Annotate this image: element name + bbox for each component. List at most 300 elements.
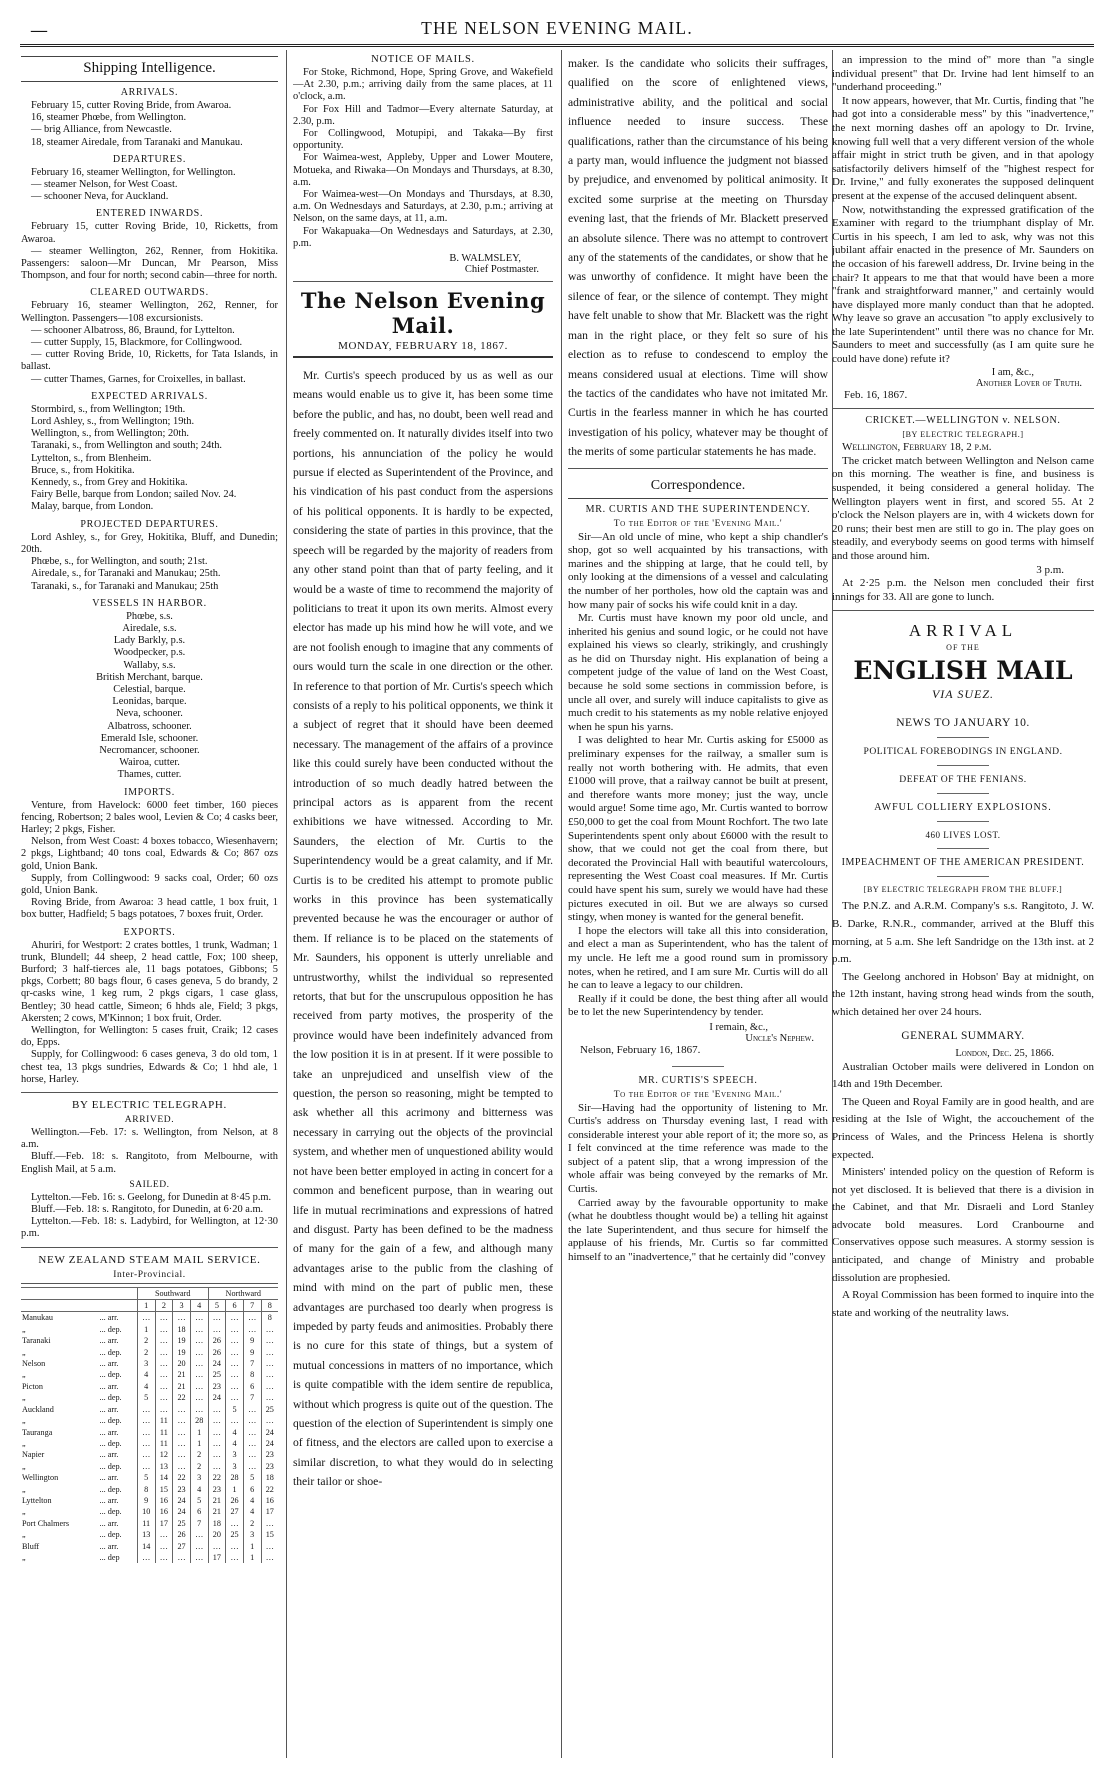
paragraph: Albatross, schooner. — [107, 720, 192, 732]
timetable-place: Tauranga — [22, 1427, 53, 1437]
timetable-cell: 17 — [208, 1552, 226, 1563]
timetable-arr-dep: ... dep. — [99, 1324, 122, 1334]
timetable-cell: 22 — [261, 1484, 278, 1495]
timetable-cell: … — [190, 1369, 208, 1380]
timetable-cell: … — [261, 1415, 278, 1426]
timetable-cell: … — [173, 1404, 191, 1415]
projected-heading: PROJECTED DEPARTURES. — [80, 518, 219, 530]
timetable-cell: … — [190, 1335, 208, 1346]
paragraph: Phœbe, s.s. — [126, 610, 173, 622]
timetable-cell: 2 — [190, 1449, 208, 1460]
table-row — [21, 1347, 278, 1358]
table-row — [21, 1335, 278, 1346]
letter1-date: Nelson, February 16, 1867. — [580, 1043, 701, 1056]
timetable-cell: … — [137, 1461, 155, 1472]
paragraph: Wellington, s., from Wellington; 20th. — [31, 428, 190, 440]
letter2-addressee: To the Editor of the 'Evening Mail.' — [613, 1089, 783, 1100]
paragraph: an impression to the mind of" more than "a single individual present" that Dr. Irvine had lent himself to an "underhand proceeding." — [832, 54, 1094, 94]
paragraph: Mr. Curtis must have known my poor old uncle, and inherited his genius and sound logic, or he could not have explained his views so clearly, strikingly, and crushingly as he did on Thursday night. His explanation of being a competent judge of the value of land on the West Coast, because he sold some sections in commission before, is uncle all over, and surely will induce capitalists to give as much credit to his statements as my noble relative enjoyed when he spun his yarns. — [568, 612, 828, 733]
timetable-cell: … — [137, 1552, 155, 1563]
arrivals-list — [21, 100, 278, 149]
paragraph: For Collingwood, Motupipi, and Takaka—By first opportunity. — [293, 128, 553, 152]
timetable-cell: … — [243, 1404, 261, 1415]
paragraph: Wellington.—Feb. 17: s. Wellington, from Nelson, at 8 a.m. — [21, 1127, 278, 1151]
timetable-arr-dep: ... arr. — [99, 1427, 119, 1437]
cricket-paragraph: Wellington, February 18, 2 p.m. — [842, 441, 992, 454]
timetable-cell: 6 — [190, 1506, 208, 1517]
paragraph: Taranaki, s., for Taranaki and Manukau; 25th — [31, 580, 219, 592]
timetable-cell: 5 — [226, 1404, 244, 1415]
paragraph: February 16, steamer Wellington, 262, Renner, for Wellington. Passengers—108 excursionists. — [21, 300, 278, 324]
telegraph-heading: BY ELECTRIC TELEGRAPH. — [71, 1099, 228, 1112]
headline-political: POLITICAL FOREBODINGS IN ENGLAND. — [863, 746, 1063, 758]
timetable-col-header: 3 — [173, 1300, 191, 1312]
steam-mail-subheading: Inter-Provincial. — [113, 1269, 186, 1280]
timetable-cell: 26 — [208, 1335, 226, 1346]
timetable-cell: … — [208, 1449, 226, 1460]
timetable-cell: … — [173, 1449, 191, 1460]
paragraph: — cutter Supply, 15, Blackmore, for Collingwood. — [31, 337, 243, 349]
cleared-list — [21, 300, 278, 385]
timetable-cell: 1 — [137, 1324, 155, 1335]
exports-list — [21, 940, 278, 1086]
timetable-cell: … — [261, 1552, 278, 1563]
timetable-arr-dep: ... arr. — [99, 1450, 119, 1460]
paragraph: Lyttelton.—Feb. 16: s. Geelong, for Dunedin at 8·45 p.m. — [31, 1191, 272, 1203]
timetable-cell: 18 — [208, 1518, 226, 1529]
timetable-cell: 8 — [243, 1369, 261, 1380]
paragraph: Kennedy, s., from Grey and Hokitika. — [31, 477, 188, 489]
timetable-cell: … — [261, 1369, 278, 1380]
paragraph: The Geelong anchored in Hobson' Bay at midnight, on the 12th instant, having strong head winds from the south, which detained her over 24 hours. — [832, 970, 1094, 1018]
paragraph: 18, steamer Airedale, from Taranaki and Manukau. — [31, 136, 243, 148]
timetable-cell: … — [190, 1541, 208, 1552]
timetable-place: „ — [22, 1416, 26, 1426]
timetable-cell: … — [155, 1529, 173, 1540]
timetable-cell: … — [173, 1427, 191, 1438]
timetable-cell: … — [155, 1541, 173, 1552]
table-row — [21, 1369, 278, 1380]
timetable-cell: 1 — [190, 1438, 208, 1449]
timetable-cell: … — [226, 1324, 244, 1335]
via-suez-heading: VIA SUEZ. — [931, 687, 995, 702]
timetable-place: „ — [22, 1530, 26, 1540]
timetable-place: Nelson — [22, 1359, 46, 1369]
timetable-cell: … — [190, 1347, 208, 1358]
timetable-cell: … — [226, 1381, 244, 1392]
timetable-cell: … — [261, 1541, 278, 1552]
paragraph: Wairoa, cutter. — [119, 757, 180, 769]
timetable-cell: 3 — [226, 1461, 244, 1472]
timetable-cell: … — [226, 1369, 244, 1380]
column-news — [832, 54, 1094, 1764]
timetable-cell: 19 — [173, 1335, 191, 1346]
section-rule — [21, 1247, 278, 1248]
paragraph: Necromancer, schooner. — [99, 744, 200, 756]
timetable-cell: 23 — [173, 1484, 191, 1495]
timetable-place: Auckland — [22, 1404, 54, 1414]
timetable-cell: … — [261, 1347, 278, 1358]
timetable-place: „ — [22, 1461, 26, 1471]
shipping-heading: Shipping Intelligence. — [21, 56, 278, 82]
short-rule — [937, 876, 989, 877]
timetable-cell: … — [137, 1404, 155, 1415]
english-mail-heading: ENGLISH MAIL — [853, 656, 1073, 686]
timetable-cell: 4 — [226, 1427, 244, 1438]
paragraph: Nelson, from West Coast: 4 boxes tobacco, Wiesenhavern; 2 pkgs, Lightband; 40 tons coal, Edwards & Co; 867 ozs gold, Union Bank. — [21, 836, 278, 872]
general-summary-dateline: London, Dec. 25, 1866. — [955, 1047, 1054, 1059]
timetable-northward-header: Northward — [208, 1287, 278, 1299]
timetable-cell: 23 — [261, 1461, 278, 1472]
entered-list — [21, 221, 278, 282]
table-row — [21, 1324, 278, 1335]
timetable-cell: … — [155, 1404, 173, 1415]
timetable-arr-dep: ... dep. — [99, 1461, 122, 1471]
table-row — [21, 1506, 278, 1517]
paragraph: Emerald Isle, schooner. — [100, 732, 199, 744]
timetable-cell: 11 — [155, 1427, 173, 1438]
letter1-addressee: To the Editor of the 'Evening Mail.' — [613, 518, 783, 529]
timetable-cell: 9 — [243, 1347, 261, 1358]
headline-fenians: DEFEAT OF THE FENIANS. — [899, 774, 1027, 786]
timetable-cell: 3 — [190, 1472, 208, 1483]
timetable-arr-dep: ... arr. — [99, 1404, 119, 1414]
masthead — [20, 14, 1094, 44]
cricket-paragraph: 3 p.m. — [1036, 563, 1064, 576]
timetable-cell: … — [261, 1358, 278, 1369]
timetable-arr-dep: ... dep. — [99, 1416, 122, 1426]
section-rule — [832, 610, 1094, 611]
exports-heading: EXPORTS. — [123, 926, 176, 938]
timetable-cell: 27 — [226, 1506, 244, 1517]
paragraph: For Waimea-west, Appleby, Upper and Lower Moutere, Motueka, and Riwaka—On Mondays and Thursdays, at 8.30, a.m. — [293, 152, 553, 188]
section-rule — [21, 1283, 278, 1284]
timetable-cell: … — [137, 1312, 155, 1324]
timetable-cell: 2 — [190, 1461, 208, 1472]
letter1-closing: I remain, &c., — [709, 1021, 768, 1033]
paragraph: Now, notwithstanding the expressed gratification of the Examiner with regard to the triumphant display of Mr. Curtis in his speech, I am led to ask, why was not this jubilant affair enacted in the presence of Mr. Saunders on the occasion of his farewell address, Dr. Irvine being in the chair? It appears to me that that would have been a more "frank and straightforward manner," and certainly would have displayed more manly conduct than that he adopted. Why leave so grave an accusation "to apply exclusively to the late Superintendent" until there was no chance for Mr. Saunders to meet and successfully (as I am quite sure he could have done) refute it? — [832, 203, 1094, 366]
timetable-place: Wellington — [22, 1473, 59, 1483]
timetable-cell: 25 — [261, 1404, 278, 1415]
timetable-place: „ — [22, 1484, 26, 1494]
table-row — [21, 1427, 278, 1438]
timetable-cell: … — [226, 1392, 244, 1403]
timetable-cell: … — [226, 1541, 244, 1552]
paragraph: — schooner Neva, for Auckland. — [31, 191, 169, 203]
timetable-place: „ — [22, 1347, 26, 1357]
table-row — [21, 1484, 278, 1495]
letter2-date: Feb. 16, 1867. — [844, 388, 908, 401]
tel-arrived-list — [21, 1127, 278, 1176]
issue-dateline: MONDAY, FEBRUARY 18, 1867. — [338, 340, 508, 353]
paragraph: Lord Ashley, s., from Wellington; 19th. — [31, 416, 195, 428]
timetable-cell: 1 — [226, 1484, 244, 1495]
paragraph: February 16, steamer Wellington, for Wellington. — [31, 166, 236, 178]
timetable-cell: 21 — [208, 1506, 226, 1517]
timetable-place: Bluff — [22, 1541, 40, 1551]
timetable-cell: 8 — [261, 1312, 278, 1324]
notice-signature-title: Chief Postmaster. — [464, 264, 539, 276]
notice-of-mails-heading: NOTICE OF MAILS. — [371, 54, 475, 65]
timetable-cell: … — [137, 1427, 155, 1438]
paragraph: Thames, cutter. — [117, 769, 182, 781]
timetable-cell: 28 — [190, 1415, 208, 1426]
timetable-cell: 26 — [173, 1529, 191, 1540]
paragraph: The Queen and Royal Family are in good health, and are residing at the Isle of Wight, the accouchement of the Princess of Wales, and the Princess Helena is shortly expected. — [832, 1095, 1094, 1161]
timetable-cell: 1 — [243, 1541, 261, 1552]
headline-colliery: AWFUL COLLIERY EXPLOSIONS. — [874, 802, 1052, 814]
paragraph: Australian October mails were delivered in London on 14th and 19th December. — [832, 1060, 1094, 1091]
timetable-place: Lyttelton — [22, 1495, 52, 1505]
timetable-place: „ — [22, 1438, 26, 1448]
timetable-cell: 4 — [137, 1381, 155, 1392]
table-row — [21, 1392, 278, 1403]
paragraph: It now appears, however, that Mr. Curtis, finding that "he had got into a considerable mess" by this "inadvertence," the next morning dashes off an apology to Dr. Irvine, knowing full well that a very different version of the whole affair might in strict truth be given, and in that apology satisfactorily delivers himself of the "highest respect for Dr. Irvine," and fully exonerates the supposed delinquent present at the expense of the accused delinquent absent. — [832, 94, 1094, 202]
timetable-cell: … — [190, 1552, 208, 1563]
timetable-cell: 14 — [155, 1472, 173, 1483]
timetable-cell: … — [208, 1324, 226, 1335]
timetable-cell: … — [261, 1335, 278, 1346]
paragraph: British Merchant, barque. — [96, 671, 203, 683]
paragraph: Bluff.—Feb. 18: s. Rangitoto, for Dunedin, at 6·20 a.m. — [31, 1204, 264, 1216]
timetable-cell: 6 — [243, 1381, 261, 1392]
timetable-cell: 4 — [243, 1495, 261, 1506]
arrival-report — [832, 898, 1094, 1021]
headline-impeachment: IMPEACHMENT OF THE AMERICAN PRESIDENT. — [841, 857, 1085, 869]
timetable-cell: 4 — [226, 1438, 244, 1449]
timetable-cell: … — [155, 1552, 173, 1563]
tel-arrived-heading: ARRIVED. — [124, 1115, 175, 1126]
paragraph: Ministers' intended policy on the question of Reform is not yet disclosed. It is believed that there is a division in the Cabinet, and that Mr. Disraeli and Lord Stanley advocate bold measures. Lord Cranbourne and Conservatives oppose such measures. A stormy session is anticipated, and change of Ministry and probable dissolution are prophesied. — [832, 1166, 1094, 1284]
paragraph: Celestial, barque. — [113, 683, 186, 695]
leader-continued-paragraph: maker. Is the candidate who solicits their suffrages, qualified on the score of enlightened views, administrative ability, and the political and social influence needed to insure success. These qualifications, rather than the circumstance of his being a party man, would influence the judgment not biassed by prejudice, and envenomed by political animosity. It excited some surprise at the meeting on Thursday evening last, that the friends of Mr. Blackett preserved an absolute silence. There was no attempt to controvert any of the statements of the candidates, or show that he was unworthy of confidence. It might have been the silence of fear, or the silence of contempt. They might have felt unable to show that Mr. Blackett was the right man in the right place, or they felt so sure of his election as to refuse to condescend to employ the means considered usual at elections. Time will show the tactics of the candidates who have not imitated Mr. Curtis in the fearless manner in which he has courted investigation of his policy, whatever may be thought of the merits of some particular statements he has made. — [568, 57, 828, 459]
bluff-telegraph-note: [BY ELECTRIC TELEGRAPH FROM THE BLUFF.] — [863, 885, 1063, 895]
projected-list — [21, 532, 278, 593]
timetable-cell: 24 — [208, 1358, 226, 1369]
imports-list — [21, 800, 278, 922]
paragraph: I was delighted to hear Mr. Curtis asking for £5000 as preliminary expenses for the railway, a smaller sum is really not worth bothering with. He admits, that even £1000 will prove, that a railway cannot be built at present, and therefore wants more money; just the way, uncle would argue! Some time ago, Mr. Curtis wanted to borrow £50,000 to get the coal from Mount Rochfort. The two late Superintendents spent only about £6000 with the result to show, that we could not get the coal from there, but decorated the Provincial Hall with beautiful watercolours, representing the West Coast coal measures. If Mr. Curtis could have spent his sum, surely we would have had these pictures executed in oil. But we are always so cursed stingy, when money is wanted for the general benefit. — [568, 734, 828, 924]
timetable-place: Napier — [22, 1450, 45, 1460]
timetable-cell: … — [190, 1529, 208, 1540]
timetable-arr-dep: ... dep. — [99, 1370, 122, 1380]
news-to-heading: NEWS TO JANUARY 10. — [896, 716, 1030, 730]
tel-sailed-list — [21, 1192, 278, 1241]
timetable-cell: 2 — [243, 1518, 261, 1529]
timetable-cell: 1 — [190, 1427, 208, 1438]
paragraph: Really if it could be done, the best thing after all would be to let the new Superintendency by tender. — [568, 992, 828, 1019]
timetable-cell: 15 — [261, 1529, 278, 1540]
correspondence-heading: Correspondence. — [568, 475, 828, 499]
timetable-cell: … — [190, 1381, 208, 1392]
timetable-cell: … — [261, 1518, 278, 1529]
vessels-list — [21, 611, 278, 782]
timetable-cell: … — [208, 1461, 226, 1472]
timetable-arr-dep: ... dep. — [99, 1530, 122, 1540]
timetable-arr-dep: ... arr. — [99, 1541, 119, 1551]
timetable-cell: … — [155, 1335, 173, 1346]
paragraph: Sir—An old uncle of mine, who kept a ship chandler's shop, got so well acquainted by his transactions, with marines and the shipping at large, that he could tell, by only looking at the dimensions of a vessel and calculating the number of her portholes, how old the captain was and how many pair of socks his wife could knit in a day. — [568, 530, 828, 611]
timetable-cell: 21 — [208, 1495, 226, 1506]
leading-article — [293, 366, 553, 1492]
tel-sailed-heading: SAILED. — [129, 1179, 170, 1190]
timetable-cell: … — [190, 1324, 208, 1335]
timetable-cell: 1 — [243, 1552, 261, 1563]
leading-article-continued — [568, 54, 828, 462]
timetable-arr-dep: ... arr. — [99, 1336, 119, 1346]
timetable-cell: 18 — [261, 1472, 278, 1483]
timetable-arr-dep: ... arr. — [99, 1313, 119, 1323]
timetable-cell: 24 — [261, 1427, 278, 1438]
general-summary-heading: GENERAL SUMMARY. — [901, 1029, 1025, 1042]
timetable-cell: 21 — [173, 1369, 191, 1380]
timetable-cell: 11 — [137, 1518, 155, 1529]
paragraph: Neva, schooner. — [116, 708, 183, 720]
timetable-cell: 20 — [173, 1358, 191, 1369]
headline-lives-lost: 460 LIVES LOST. — [925, 830, 1001, 841]
timetable-cell: … — [243, 1427, 261, 1438]
letter1-body — [568, 531, 828, 1020]
timetable-cell: … — [243, 1449, 261, 1460]
timetable-cell: … — [190, 1358, 208, 1369]
timetable-cell: 17 — [155, 1518, 173, 1529]
table-row — [21, 1529, 278, 1540]
timetable-cell: … — [226, 1358, 244, 1369]
arrival-heading: ARRIVAL — [908, 621, 1018, 641]
timetable-place: Manukau — [22, 1313, 53, 1323]
timetable-cell: 12 — [155, 1449, 173, 1460]
timetable-cell: 17 — [261, 1506, 278, 1517]
paragraph: I hope the electors will take all this into consideration, and elect a man as Superintendent, who has the talent of my uncle. He left me a good round sum in promissory notes, when he retired, and I am sure Mr. Curtis will do all he can to leave a legacy to our children. — [568, 924, 828, 992]
timetable-arr-dep: ... dep. — [99, 1507, 122, 1517]
timetable-arr-dep: ... dep. — [99, 1347, 122, 1357]
entered-heading: ENTERED INWARDS. — [95, 208, 204, 220]
timetable-cell: … — [226, 1415, 244, 1426]
timetable-arr-dep: ... arr. — [99, 1359, 119, 1369]
table-row — [21, 1472, 278, 1483]
timetable-cell: … — [243, 1438, 261, 1449]
timetable-cell: … — [208, 1541, 226, 1552]
timetable-cell: … — [261, 1324, 278, 1335]
table-row — [21, 1552, 278, 1563]
timetable-cell: 23 — [208, 1381, 226, 1392]
timetable-place: Taranaki — [22, 1336, 51, 1346]
timetable-cell: 19 — [173, 1347, 191, 1358]
paragraph: Carried away by the favourable opportunity to make (what he doubtless thought would be) a telling hit against the late Superintendent, and thus secure for himself the applause of his friends, Mr. Curtis so far committed himself to an "inadvertence," that he certainly did "convey — [568, 1196, 828, 1264]
timetable-cell: 15 — [155, 1484, 173, 1495]
cleared-heading: CLEARED OUTWARDS. — [90, 287, 209, 299]
timetable-cell: 26 — [208, 1347, 226, 1358]
paragraph: Woodpecker, p.s. — [113, 647, 186, 659]
section-rule — [832, 408, 1094, 409]
timetable-cell: … — [173, 1438, 191, 1449]
timetable-col-header: 7 — [243, 1300, 261, 1312]
timetable-arr-dep: ... arr. — [99, 1518, 119, 1528]
timetable-cell: 13 — [137, 1529, 155, 1540]
table-row — [21, 1415, 278, 1426]
timetable-cell: 3 — [137, 1358, 155, 1369]
short-rule — [937, 793, 989, 794]
timetable-place: „ — [22, 1370, 26, 1380]
departures-list — [21, 167, 278, 204]
timetable-arr-dep: ... arr. — [99, 1381, 119, 1391]
short-rule — [937, 737, 989, 738]
short-rule — [937, 821, 989, 822]
paragraph: 16, steamer Phœbe, from Wellington. — [31, 112, 187, 124]
column-editorial — [293, 54, 553, 1764]
timetable-cell: … — [155, 1312, 173, 1324]
paragraph: Fairy Belle, barque from London; sailed Nov. 24. — [31, 489, 237, 501]
column-correspondence — [568, 54, 828, 1764]
short-rule — [937, 765, 989, 766]
masthead-dash-decoration: — — [30, 20, 48, 41]
timetable-cell: 8 — [137, 1484, 155, 1495]
timetable-cell: … — [155, 1392, 173, 1403]
timetable-cell: 3 — [226, 1449, 244, 1460]
letter2-body — [568, 1102, 828, 1265]
timetable-cell: 5 — [190, 1495, 208, 1506]
masthead-rule — [20, 44, 1094, 47]
departures-heading: DEPARTURES. — [112, 153, 187, 165]
cricket-telegraph-note: [BY ELECTRIC TELEGRAPH.] — [902, 430, 1024, 440]
cricket-heading: CRICKET.—WELLINGTON v. NELSON. — [865, 415, 1061, 427]
timetable-cell: … — [226, 1518, 244, 1529]
table-row — [21, 1461, 278, 1472]
timetable-cell: … — [261, 1381, 278, 1392]
column-divider — [286, 50, 287, 1758]
timetable-cell: … — [243, 1324, 261, 1335]
letter2-signature: Another Lover of Truth. — [975, 377, 1082, 389]
timetable-col-header: 2 — [155, 1300, 173, 1312]
timetable-cell: 24 — [173, 1495, 191, 1506]
timetable-cell: 7 — [190, 1518, 208, 1529]
newspaper-title: THE NELSON EVENING MAIL. — [421, 18, 693, 38]
table-row — [21, 1495, 278, 1506]
column-shipping — [21, 54, 278, 1764]
timetable-cell: … — [137, 1415, 155, 1426]
vessels-heading: VESSELS IN HARBOR. — [92, 597, 207, 609]
paragraph: A Royal Commission has been formed to inquire into the state and working of the neutrality laws. — [832, 1289, 1094, 1319]
timetable-cell: … — [155, 1324, 173, 1335]
section-rule — [568, 468, 828, 469]
timetable-cell: 16 — [261, 1495, 278, 1506]
timetable-corner — [21, 1300, 137, 1312]
general-summary-body — [832, 1059, 1094, 1323]
timetable-cell: 26 — [226, 1495, 244, 1506]
timetable-cell: 18 — [173, 1324, 191, 1335]
timetable-cell: 14 — [137, 1541, 155, 1552]
timetable-cell: 21 — [173, 1381, 191, 1392]
timetable-place: „ — [22, 1393, 26, 1403]
paragraph: — cutter Thames, Garnes, for Croixelles, in ballast. — [31, 373, 246, 385]
paragraph: The P.N.Z. and A.R.M. Company's s.s. Rangitoto, J. W. B. Darke, R.N.R., commander, arrived at the Bluff this morning, at 5 a.m. She left Sandridge on the 13th inst. at 2 p.m. — [832, 900, 1094, 966]
timetable-col-header: 6 — [226, 1300, 244, 1312]
timetable-cell: 23 — [261, 1449, 278, 1460]
timetable-cell: … — [208, 1312, 226, 1324]
timetable-corner — [21, 1287, 137, 1299]
timetable-cell: … — [226, 1347, 244, 1358]
table-row — [21, 1518, 278, 1529]
paragraph: Phœbe, s., for Wellington, and south; 21st. — [31, 556, 208, 568]
arrival-of-the: OF THE — [946, 643, 980, 653]
timetable-cell: … — [173, 1461, 191, 1472]
timetable-cell: … — [173, 1415, 191, 1426]
timetable-cell: … — [243, 1461, 261, 1472]
timetable-arr-dep: ... dep — [99, 1552, 120, 1562]
expected-heading: EXPECTED ARRIVALS. — [91, 390, 208, 402]
expected-list — [21, 404, 278, 514]
paragraph: — steamer Nelson, for West Coast. — [31, 179, 178, 191]
timetable-cell: 3 — [243, 1529, 261, 1540]
